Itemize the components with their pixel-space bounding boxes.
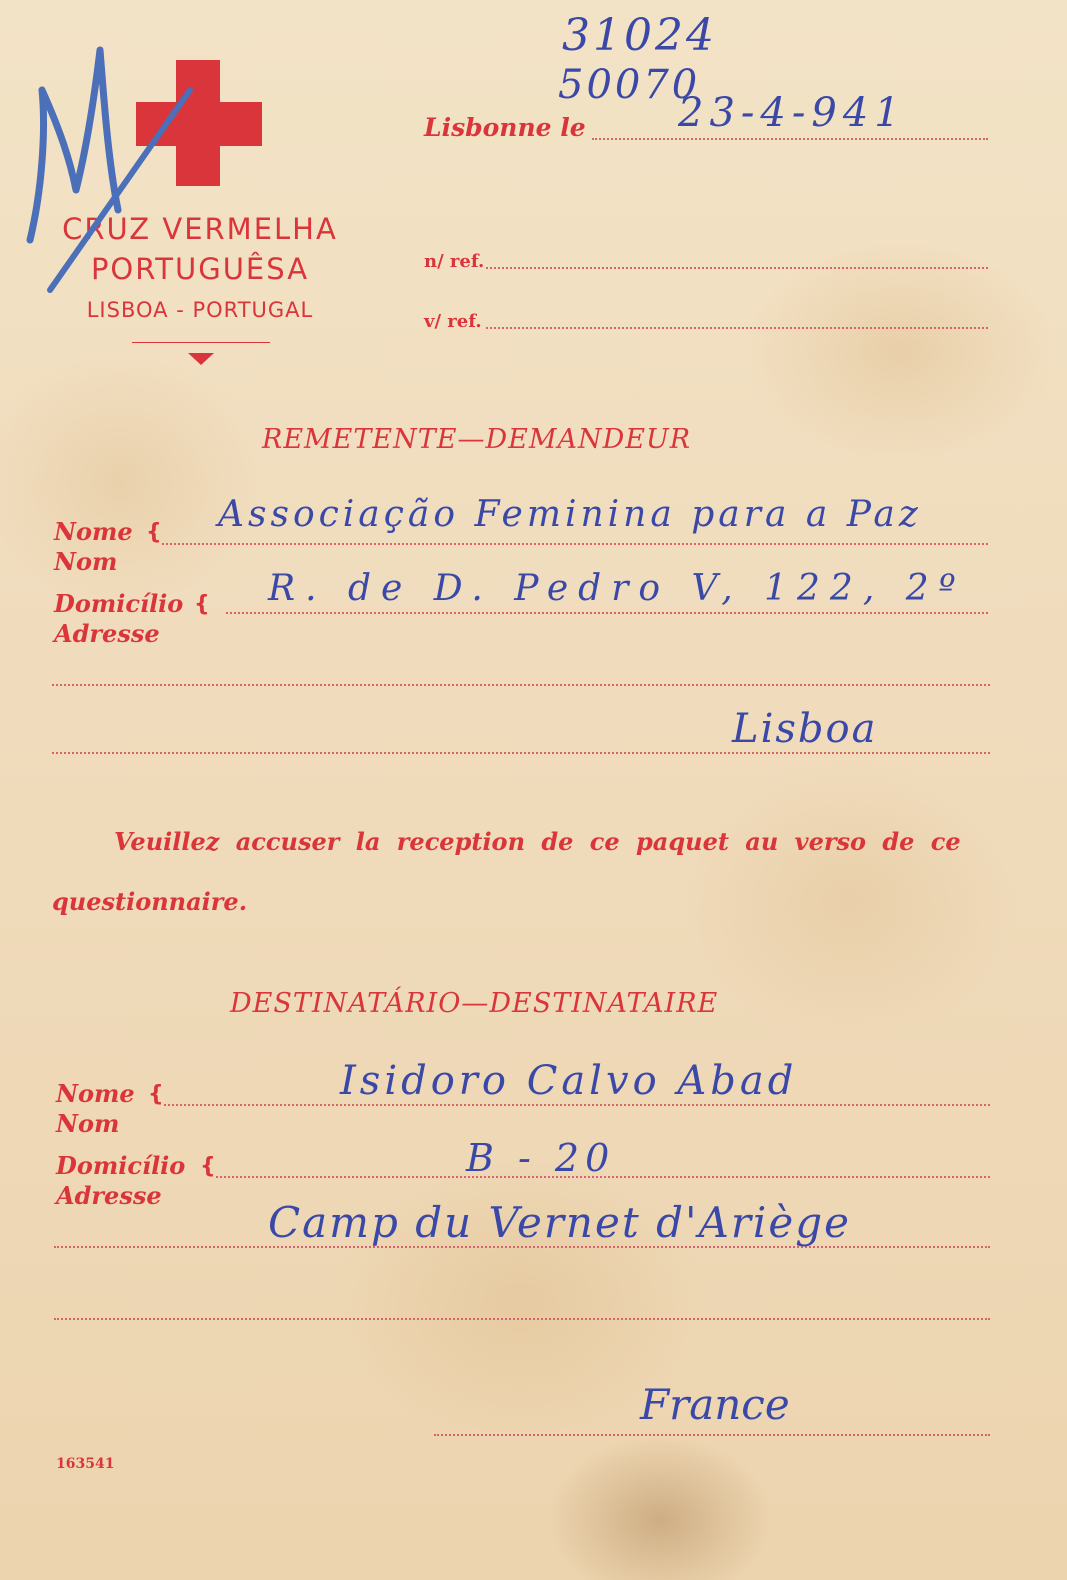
recipient-name-line [164,1104,990,1106]
sender-name-bracket: { [146,520,162,545]
recipient-name-label-pt: Nome [56,1079,135,1108]
archive-number-2: 50070 [558,62,701,108]
sender-address-label-fr: Adresse [54,619,160,648]
logo-line-2: PORTUGUÊSA [90,252,310,286]
recipient-country-line [434,1434,990,1436]
recipient-address-value-2: Camp du Vernet d'Ariège [268,1198,851,1247]
recipient-name-label-fr: Nom [56,1109,120,1138]
our-ref-label: n/ ref. [424,251,485,272]
logo-line-1: CRUZ VERMELHA [62,212,338,246]
date-label: Lisbonne le [424,113,586,142]
recipient-heading: DESTINATÁRIO—DESTINATAIRE [230,988,719,1019]
recipient-name-value: Isidoro Calvo Abad [340,1058,798,1104]
sender-name-label-pt: Nome [54,517,133,546]
sender-address-line-1 [226,612,988,614]
instruction-line-1: Veuillez accuser la reception de ce paquet au verso de ce [114,827,961,856]
instruction-line-2: questionnaire. [52,887,248,916]
sender-address-value-1: R. de D. Pedro V, 122, 2º [268,568,966,609]
your-ref-line [486,327,988,329]
date-value: 23-4-941 [678,90,906,136]
sender-address-line-3 [52,752,990,754]
logo-line-3: LISBOA - PORTUGAL [86,298,314,322]
your-ref-label: v/ ref. [424,311,482,332]
logo-arrow-icon [188,352,214,371]
sender-address-label-pt: Domicílio [54,589,184,618]
archive-number-1: 31024 [562,10,717,61]
sender-name-line [162,543,988,545]
recipient-address-value-1: B - 20 [466,1136,616,1180]
sender-name-value: Associação Feminina para a Paz [218,494,922,535]
sender-name-label-fr: Nom [54,547,118,576]
recipient-name-bracket: { [148,1082,164,1107]
date-line [592,138,988,140]
margin-pencil-mark [20,40,200,304]
logo-rule [132,342,270,343]
sender-address-value-3: Lisboa [732,706,878,752]
form-number: 163541 [56,1456,115,1472]
recipient-address-label-fr: Adresse [56,1181,162,1210]
recipient-address-label-pt: Domicílio [56,1151,186,1180]
recipient-address-line-3 [54,1318,990,1320]
recipient-address-bracket: { [200,1154,216,1179]
sender-address-bracket: { [194,592,210,617]
recipient-country-value: France [640,1380,790,1429]
sender-heading: REMETENTE—DEMANDEUR [262,424,692,455]
our-ref-line [486,267,988,269]
sender-address-line-2 [52,684,990,686]
